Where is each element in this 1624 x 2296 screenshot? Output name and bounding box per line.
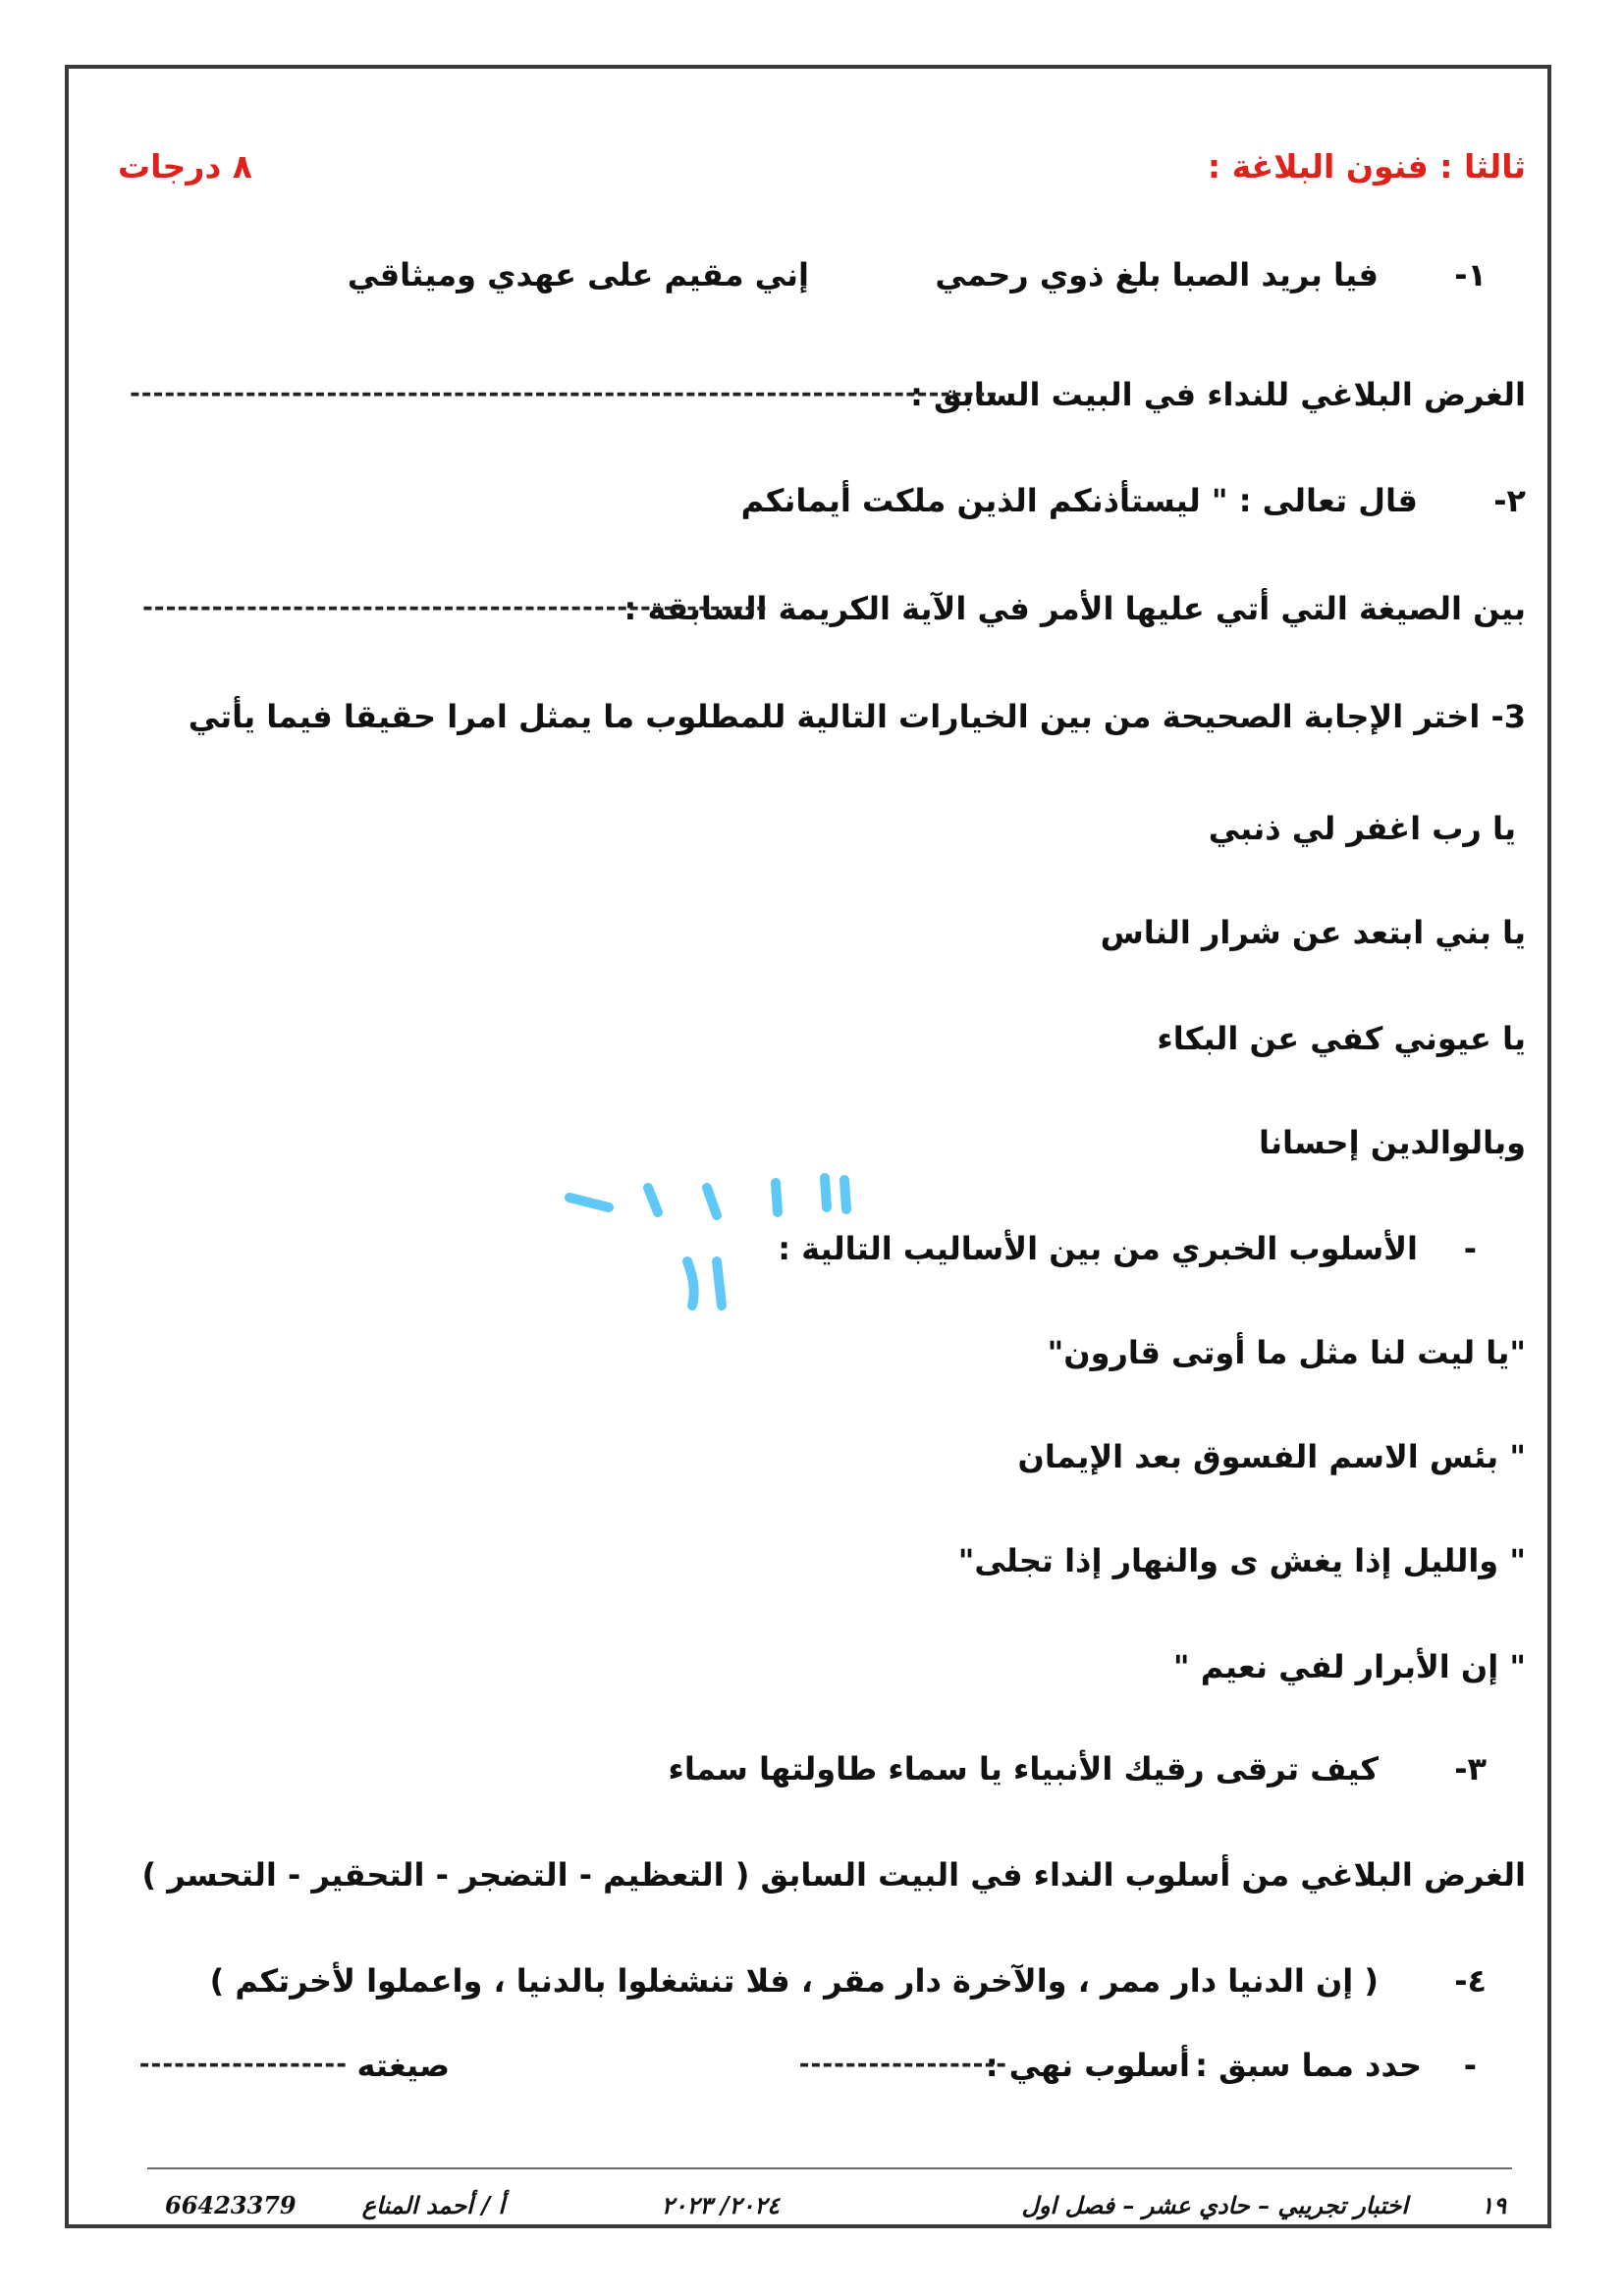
section-title: ثالثا : فنون البلاغة : — [1207, 147, 1526, 186]
q2-answer-blank[interactable]: ------------------------------------------------------ — [142, 593, 768, 622]
q4-number: ٣- — [1454, 1750, 1487, 1788]
q1-number: ١- — [1454, 256, 1487, 294]
q5-number: ٤- — [1454, 1962, 1487, 2000]
q1-answer-blank[interactable]: --------------------------------------------------------------------------- — [130, 379, 999, 408]
khabari-option[interactable]: " والليل إذا يغش ى والنهار إذا تجلى" — [957, 1542, 1526, 1579]
q5-dash: - — [1463, 2047, 1477, 2084]
section-grade: ٨ درجات — [118, 147, 252, 186]
q1-verse-first: فيا بريد الصبا بلغ ذوي رحمي — [935, 256, 1379, 294]
q1-prompt: الغرض البلاغي للنداء في البيت السابق : — [910, 376, 1526, 413]
q5-style-blank[interactable]: ------------------ — [798, 2050, 1007, 2079]
khabari-option[interactable]: " بئس الاسم الفسوق بعد الإيمان — [1017, 1438, 1526, 1475]
q4-prompt: الغرض البلاغي من أسلوب النداء في البيت السابق ( التعظيم - التضجر - التحقير - التحسر ) — [141, 1856, 1526, 1894]
q3-option[interactable]: يا رب اغفر لي ذنبي — [1208, 810, 1516, 847]
footer-rule — [147, 2167, 1512, 2169]
q3-option[interactable]: يا بني ابتعد عن شرار الناس — [1100, 914, 1526, 951]
q1-verse-second: إني مقيم على عهدي وميثاقي — [347, 256, 809, 294]
q2-number: ٢- — [1493, 482, 1526, 519]
q5-define-label: حدد مما سبق : — [1195, 2047, 1422, 2084]
q4-verse: كيف ترقى رقيك الأنبياء يا سماء طاولتها سماء — [668, 1750, 1379, 1788]
q5-form-label: صيغته — [356, 2047, 450, 2084]
q5-style-label: أسلوب نهي : — [985, 2047, 1190, 2084]
khabari-option[interactable]: " إن الأبرار لفي نعيم " — [1172, 1648, 1526, 1685]
footer-teacher: أ / أحمد المناع — [361, 2191, 505, 2219]
q3-option[interactable]: وبالوالدين إحسانا — [1258, 1124, 1526, 1161]
q3-option[interactable]: يا عيوني كفي عن البكاء — [1157, 1020, 1526, 1057]
footer-year: ٢٠٢٤/ ٢٠٢٣ — [661, 2191, 780, 2219]
q3-text: 3- اختر الإجابة الصحيحة من بين الخيارات التالية للمطلوب ما يمثل امرا حقيقا فيما يأتي — [188, 698, 1526, 735]
q5-form-blank[interactable]: ------------------ — [138, 2050, 348, 2079]
q2-text: قال تعالى : " ليستأذنكم الذين ملكت أيمانكم — [740, 482, 1418, 519]
khabari-text: الأسلوب الخبري من بين الأساليب التالية : — [778, 1230, 1418, 1267]
footer-page-number: ١٩ — [1481, 2191, 1506, 2219]
q2-prompt: بين الصيغة التي أتي عليها الأمر في الآية الكريمة السابقة : — [623, 590, 1526, 627]
footer-phone: 66423379 — [165, 2191, 297, 2219]
khabari-option[interactable]: "يا ليت لنا مثل ما أوتى قارون" — [1047, 1334, 1526, 1371]
khabari-dash: - — [1463, 1230, 1477, 1267]
q5-text: ( إن الدنيا دار ممر ، والآخرة دار مقر ، فلا تنشغلوا بالدنيا ، واعملوا لأخرتكم ) — [209, 1962, 1379, 2000]
footer-exam-title: اختبار تجريبي – حادي عشر – فصل اول — [1021, 2191, 1408, 2219]
